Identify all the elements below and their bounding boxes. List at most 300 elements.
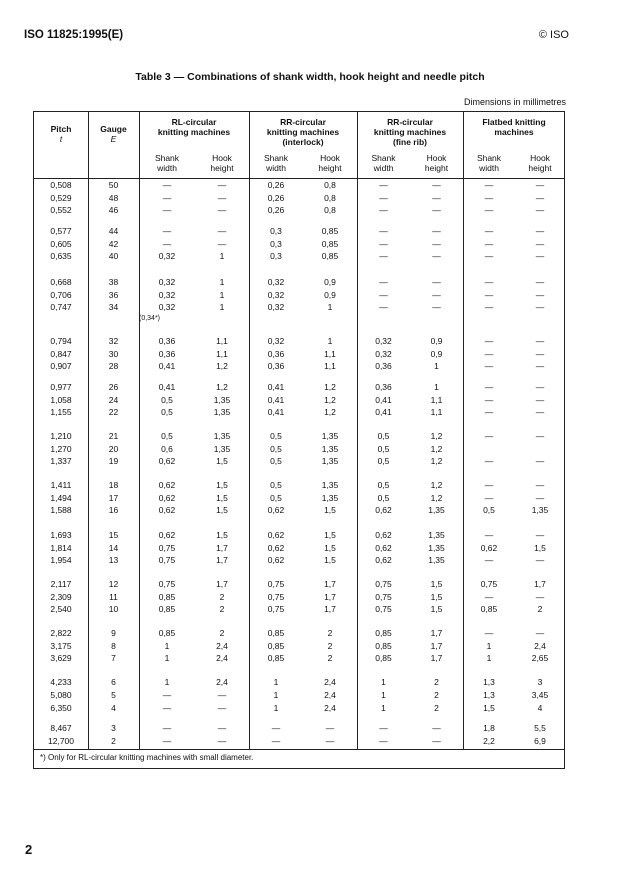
table-cell: 3: [111, 723, 116, 733]
table-cell: —: [432, 735, 441, 746]
table-cell: 1,35: [213, 443, 231, 454]
table-cell: 1,5: [216, 480, 228, 490]
table-cell: 0,32: [158, 302, 176, 312]
table-cell: 14: [108, 542, 119, 553]
table-cell: —: [484, 456, 494, 466]
table-cell: 2,4: [324, 703, 336, 713]
table-cell: —: [162, 735, 172, 746]
table-cell: —: [484, 348, 494, 359]
table-cell: —: [217, 205, 227, 215]
table-cell: 7: [111, 653, 116, 663]
table-cell: 0,5: [270, 492, 282, 503]
table-cell: 0,85: [267, 653, 285, 663]
table-cell: 1,5: [216, 456, 228, 466]
table-cell: 0,5: [483, 505, 495, 515]
table-cell: —: [217, 238, 227, 249]
table-cell: 0,85: [158, 604, 176, 614]
table-cell: —: [535, 180, 545, 190]
table-cell: 1: [381, 703, 386, 713]
table-cell: —: [432, 289, 441, 300]
table-cell: —: [217, 180, 227, 190]
table-cell: —: [432, 192, 441, 203]
table-cell: 1,1: [324, 361, 336, 371]
table-cell: —: [484, 192, 494, 203]
table-cell: 1: [486, 640, 492, 651]
table-cell: 1,1: [216, 348, 228, 359]
gauge-header: Gauge E: [100, 124, 127, 144]
table-cell: 0,85: [267, 640, 285, 651]
table-cell: 0,75: [158, 579, 176, 589]
table-cell: 1: [273, 677, 279, 687]
table-cell: 18: [108, 480, 119, 490]
table-cell: 6: [111, 677, 116, 687]
table-cell: 0,85: [375, 653, 392, 663]
table-cell: 1,3: [483, 690, 495, 700]
table-cell: 1,5: [430, 591, 443, 602]
table-cell: 1,5: [324, 505, 336, 515]
table-cell: 0,32: [267, 277, 285, 287]
table-cell: 1,35: [321, 492, 339, 503]
table-cell: 1,7: [216, 542, 228, 553]
table-cell: —: [535, 192, 545, 203]
table-cell: 1: [164, 677, 170, 687]
flatbed-header: Flatbed knitting machines: [482, 117, 546, 137]
table-cell: 0,5: [270, 443, 282, 454]
table-cell: 50: [108, 180, 119, 190]
table-cell: 1,35: [531, 505, 549, 515]
table-cell: 0,75: [480, 579, 498, 589]
table-cell: [515, 444, 565, 454]
table-cell: —: [535, 251, 545, 261]
table-cell: 1: [219, 302, 225, 312]
table-cell: 1,1: [430, 407, 443, 417]
table-cell: 0,32: [375, 336, 392, 346]
table-cell: —: [535, 591, 545, 602]
table-cell: —: [484, 591, 494, 602]
table-cell: 1: [434, 361, 439, 371]
table-cell: 0,668: [50, 277, 72, 287]
table-cell: —: [484, 180, 494, 190]
table-cell: —: [484, 361, 494, 371]
table-cell: 0,62: [267, 555, 285, 565]
table-cell: —: [535, 382, 545, 392]
table-cell: 0,26: [267, 192, 285, 203]
shank-width-subheader: Shank width: [476, 153, 502, 173]
hook-height-subheader: Hook height: [528, 153, 552, 173]
table-cell: —: [484, 302, 494, 312]
table-cell: —: [535, 277, 545, 287]
table-cell: 0,32: [267, 336, 285, 346]
table-cell: —: [535, 456, 545, 466]
table-cell: 0,5: [377, 443, 390, 454]
table-cell: 1,1: [430, 394, 443, 405]
table-cell: 1,7: [324, 591, 336, 602]
table-cell: —: [484, 277, 494, 287]
table-cell: 0,3: [270, 238, 282, 249]
table-cell: —: [325, 735, 335, 746]
table-cell: —: [162, 723, 172, 733]
table-cell: —: [535, 480, 545, 490]
table-cell: 2,4: [324, 677, 336, 687]
table-cell: —: [432, 723, 441, 733]
table-title: Table 3 — Combinations of shank width, hook height and needle pitch: [135, 71, 485, 83]
table-cell: 1,3: [483, 677, 495, 687]
table-cell: 4,233: [50, 677, 72, 687]
header-rule: [34, 178, 564, 179]
table-cell: 1,5: [483, 703, 495, 713]
table-cell: 2,4: [216, 677, 228, 687]
table-cell: —: [535, 492, 545, 503]
table-cell: 1,35: [321, 480, 339, 490]
table-cell: —: [535, 407, 545, 417]
table-cell: —: [432, 205, 441, 215]
table-cell: 0,36: [375, 361, 392, 371]
table-cell: 1,5: [534, 542, 546, 553]
table-cell: —: [535, 431, 545, 441]
table-cell: 3,45: [531, 690, 549, 700]
table-cell: 0,41: [267, 407, 285, 417]
table-cell: —: [484, 431, 494, 441]
table-cell: [463, 444, 515, 454]
publisher-mark: © ISO: [538, 29, 569, 41]
table-cell: 5: [111, 690, 116, 700]
table-cell: —: [217, 735, 227, 746]
table-cell: 0,85: [375, 628, 392, 638]
hook-height-subheader: Hook height: [210, 153, 234, 173]
table-cell: —: [379, 192, 388, 203]
table-cell: 0,5: [161, 407, 173, 417]
pitch-header: Pitch t: [50, 124, 72, 144]
table-cell: 1,954: [50, 555, 72, 565]
table-cell: —: [379, 289, 388, 300]
table-cell: 1,5: [430, 604, 443, 614]
table-cell: —: [535, 530, 545, 540]
table-cell: 0,75: [375, 591, 392, 602]
page-number: 2: [25, 842, 33, 857]
table-cell: 6,350: [50, 703, 72, 713]
table-cell: 0,3: [270, 251, 282, 261]
table-cell: 1,35: [321, 431, 339, 441]
table-cell: 0,5: [377, 492, 390, 503]
table-cell: 2,4: [216, 640, 228, 651]
table-cell: —: [217, 703, 227, 713]
table-cell: 24: [108, 394, 119, 405]
table-cell: —: [379, 238, 388, 249]
table-cell: —: [432, 302, 441, 312]
table-cell: —: [484, 407, 494, 417]
table-cell: 3,175: [50, 640, 72, 651]
table-cell: 0,32: [267, 289, 285, 300]
shank-width-subheader: Shank width: [154, 153, 180, 173]
table-cell: 1: [381, 690, 386, 700]
table-cell: 1,1: [324, 348, 336, 359]
table-cell: 1,35: [428, 542, 445, 553]
table-cell: 0,41: [267, 394, 285, 405]
table-cell: 2: [434, 677, 439, 687]
table-cell: 2,117: [50, 579, 72, 589]
table-cell: 1,5: [324, 542, 336, 553]
table-cell: 32: [108, 336, 119, 346]
table-cell: —: [484, 205, 494, 215]
table-cell: 0,6: [161, 443, 173, 454]
table-cell: 17: [108, 492, 119, 503]
table-cell: 0,794: [50, 336, 72, 346]
table-cell: 2: [434, 703, 439, 713]
table-cell: 2,540: [50, 604, 72, 614]
table-cell: 0,32: [158, 277, 176, 287]
table-cell: —: [379, 251, 388, 261]
table-cell: —: [162, 192, 172, 203]
table-cell: —: [162, 226, 172, 236]
table-cell: 19: [108, 456, 119, 466]
table-cell: 1,155: [50, 407, 72, 417]
table-cell: 1,7: [430, 628, 443, 638]
table-cell: 1,2: [324, 382, 336, 392]
table-cell: 2,65: [531, 653, 549, 663]
table-cell: 0,529: [50, 192, 72, 203]
table-cell: 0,75: [267, 604, 285, 614]
table-cell: 2: [327, 628, 333, 638]
table-cell: 1,35: [428, 555, 445, 565]
table-cell: 1,7: [216, 579, 228, 589]
table-cell: 1,7: [534, 579, 546, 589]
table-cell: —: [217, 690, 227, 700]
small-diameter-note: (0,34*): [139, 315, 161, 322]
table-cell: 0,32: [375, 348, 392, 359]
table-cell: 3: [537, 677, 543, 687]
table-cell: —: [379, 302, 388, 312]
table-cell: —: [535, 302, 545, 312]
table-cell: 0,75: [375, 604, 392, 614]
table-cell: 1,5: [216, 492, 228, 503]
table-cell: 4: [537, 703, 543, 713]
table-cell: 1,058: [50, 394, 72, 405]
table-cell: 0,8: [324, 192, 336, 203]
table-cell: —: [535, 336, 545, 346]
hook-height-subheader: Hook height: [318, 153, 342, 173]
table-cell: 0,747: [50, 302, 72, 312]
table-cell: 2: [111, 735, 116, 746]
table-cell: 2: [434, 690, 439, 700]
table-cell: 0,706: [50, 289, 72, 300]
table-cell: 0,85: [321, 238, 339, 249]
table-cell: 16: [108, 505, 119, 515]
table-cell: 1: [219, 289, 225, 300]
table-cell: 1: [327, 336, 333, 346]
table-cell: 0,62: [480, 542, 498, 553]
table-cell: 1,2: [324, 407, 336, 417]
table-cell: 0,32: [158, 289, 176, 300]
table-cell: 0,5: [161, 394, 173, 405]
table-cell: 0,62: [267, 542, 285, 553]
table-cell: —: [535, 628, 545, 638]
table-cell: 8,467: [50, 723, 72, 733]
table-cell: 21: [108, 431, 119, 441]
table-cell: —: [484, 382, 494, 392]
table-cell: 1,2: [430, 492, 443, 503]
table-cell: —: [432, 251, 441, 261]
table-cell: 2,4: [216, 653, 228, 663]
table-cell: 40: [108, 251, 119, 261]
table-cell: 1,35: [428, 505, 445, 515]
table-cell: 0,62: [158, 530, 176, 540]
table-cell: 0,85: [267, 628, 285, 638]
table-cell: 0,9: [324, 277, 336, 287]
table-cell: —: [217, 723, 227, 733]
table-cell: 2,822: [50, 628, 72, 638]
table-cell: —: [484, 289, 494, 300]
table-cell: 38: [108, 277, 119, 287]
table-cell: 0,5: [270, 456, 282, 466]
table-cell: 1,35: [213, 407, 231, 417]
table-cell: 0,62: [158, 492, 176, 503]
table-cell: 1,411: [50, 480, 72, 490]
table-cell: —: [379, 180, 388, 190]
table-cell: 5,5: [534, 723, 546, 733]
table-cell: —: [484, 226, 494, 236]
table-cell: 12: [108, 579, 119, 589]
table-cell: 1,7: [430, 640, 443, 651]
table-cell: 1,814: [50, 542, 72, 553]
table-cell: 1,5: [216, 505, 228, 515]
shank-width-subheader: Shank width: [371, 153, 396, 173]
table-cell: —: [217, 192, 227, 203]
table-cell: 0,577: [50, 226, 72, 236]
table-cell: 0,75: [158, 542, 176, 553]
table-cell: 1,35: [321, 456, 339, 466]
table-cell: 1,35: [428, 530, 445, 540]
table-cell: 1,337: [50, 456, 72, 466]
table-cell: —: [379, 277, 388, 287]
table-cell: —: [535, 238, 545, 249]
table-cell: 1,2: [430, 443, 443, 454]
table-cell: 0,41: [158, 382, 176, 392]
table-cell: 0,5: [270, 480, 282, 490]
table-cell: 11: [109, 591, 118, 602]
table-cell: 12,700: [48, 735, 74, 746]
table-cell: 46: [108, 205, 119, 215]
data-table: [33, 111, 565, 769]
table-cell: —: [484, 238, 494, 249]
table-cell: 0,62: [158, 456, 176, 466]
table-cell: 1,8: [483, 723, 495, 733]
table-cell: 1,693: [50, 530, 72, 540]
table-cell: —: [535, 394, 545, 405]
table-cell: 0,9: [324, 289, 336, 300]
table-cell: 0,847: [50, 348, 72, 359]
table-cell: —: [484, 555, 494, 565]
table-cell: 0,85: [321, 251, 339, 261]
table-cell: 1,270: [50, 443, 72, 454]
table-cell: 1,7: [430, 653, 443, 663]
table-cell: —: [535, 226, 545, 236]
table-cell: —: [484, 492, 494, 503]
table-cell: 0,62: [375, 555, 392, 565]
footnote: *) Only for RL-circular knitting machines with small diameter.: [40, 753, 254, 762]
table-cell: 1: [219, 251, 225, 261]
table-cell: —: [162, 238, 172, 249]
table-cell: —: [379, 735, 388, 746]
table-cell: 0,508: [50, 180, 72, 190]
table-cell: 22: [108, 407, 119, 417]
table-cell: 5,080: [50, 690, 72, 700]
table-cell: —: [271, 735, 281, 746]
table-cell: 0,41: [375, 394, 392, 405]
table-cell: 0,26: [267, 180, 285, 190]
table-cell: 0,62: [158, 505, 176, 515]
table-cell: 0,75: [267, 579, 285, 589]
table-cell: 0,85: [480, 604, 498, 614]
table-cell: —: [162, 703, 172, 713]
table-cell: —: [432, 238, 441, 249]
table-cell: 0,85: [375, 640, 392, 651]
table-cell: 1,35: [213, 394, 231, 405]
table-cell: 8: [111, 640, 116, 651]
table-cell: 1,2: [216, 382, 228, 392]
table-cell: 2: [327, 653, 333, 663]
table-cell: 0,36: [267, 348, 285, 359]
dimensions-note: Dimensions in millimetres: [463, 97, 566, 107]
table-cell: 0,36: [267, 361, 285, 371]
table-cell: 0,32: [267, 302, 285, 312]
table-cell: 48: [108, 192, 119, 203]
rl-circular-header: RL-circular knitting machines: [157, 117, 231, 137]
table-cell: —: [271, 723, 281, 733]
table-cell: 1,7: [324, 579, 336, 589]
table-cell: 0,62: [267, 530, 285, 540]
table-cell: 0,36: [158, 336, 176, 346]
table-cell: —: [484, 394, 494, 405]
table-cell: 2: [219, 628, 225, 638]
table-cell: 1,2: [430, 480, 443, 490]
table-cell: —: [535, 361, 545, 371]
table-cell: 1,5: [430, 579, 443, 589]
table-cell: 0,62: [158, 480, 176, 490]
table-cell: 6,9: [534, 735, 546, 746]
table-cell: 2: [537, 604, 543, 614]
table-cell: 0,9: [430, 348, 443, 359]
table-cell: 28: [108, 361, 119, 371]
hook-height-subheader: Hook height: [424, 153, 449, 173]
table-cell: 1,210: [50, 431, 72, 441]
table-cell: 2,4: [324, 690, 336, 700]
table-cell: 0,75: [267, 591, 285, 602]
table-cell: 0,5: [377, 431, 390, 441]
table-cell: 26: [108, 382, 119, 392]
table-cell: 0,9: [430, 336, 443, 346]
table-cell: 2,4: [534, 640, 546, 651]
document-id: ISO 11825:1995(E): [24, 29, 124, 41]
table-cell: 1: [164, 653, 170, 663]
table-cell: —: [162, 690, 172, 700]
table-cell: 34: [108, 302, 119, 312]
table-cell: 0,552: [50, 205, 72, 215]
table-cell: 0,907: [50, 361, 72, 371]
table-cell: 0,62: [375, 505, 392, 515]
table-cell: —: [484, 530, 494, 540]
table-cell: 1,588: [50, 505, 72, 515]
table-cell: —: [162, 205, 172, 215]
table-cell: 0,8: [324, 180, 336, 190]
table-cell: 1,7: [216, 555, 228, 565]
table-cell: 0,41: [267, 382, 285, 392]
table-cell: 1: [273, 690, 279, 700]
table-cell: 0,85: [321, 226, 339, 236]
table-cell: —: [484, 336, 494, 346]
rr-fine-rib-header: RR-circular knitting machines (fine rib): [373, 117, 447, 147]
footnote-rule: [34, 749, 564, 750]
table-cell: 0,5: [377, 456, 390, 466]
